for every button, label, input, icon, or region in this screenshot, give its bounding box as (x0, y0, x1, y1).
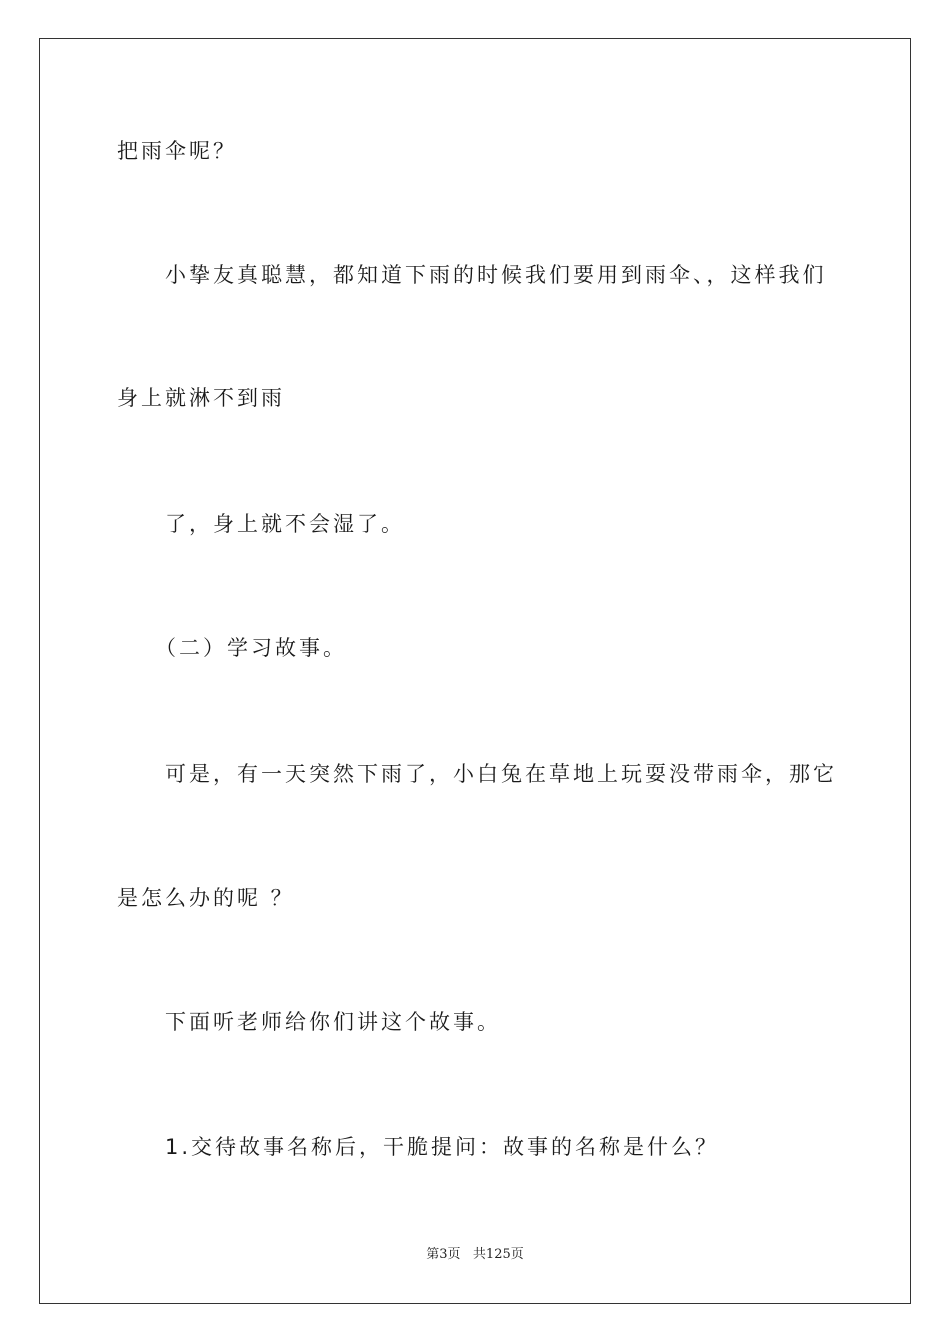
page-footer (0, 1246, 950, 1264)
page-border (39, 38, 911, 1304)
text-line-7: 是怎么办的呢 ？ (117, 886, 295, 910)
text-line-1: 把雨伞呢？ (117, 139, 237, 163)
text-line-4: 了，身上就不会湿了。 (165, 512, 405, 536)
total-pages: 共125页 (472, 1247, 524, 1262)
text-line-2: 小挚友真聪慧，都知道下雨的时候我们要用到雨伞、，这样我们 (165, 263, 827, 287)
text-line-5: （二）学习故事。 (155, 636, 347, 660)
text-line-9: 1.交待故事名称后，干脆提问：故事的名称是什么？ (165, 1135, 720, 1159)
text-line-6: 可是，有一天突然下雨了，小白兔在草地上玩耍没带雨伞，那它 (165, 762, 837, 786)
text-line-3: 身上就淋不到雨 (117, 386, 285, 410)
text-line-8: 下面听老师给你们讲这个故事。 (165, 1010, 501, 1034)
page-number: 第3页 (426, 1247, 461, 1262)
